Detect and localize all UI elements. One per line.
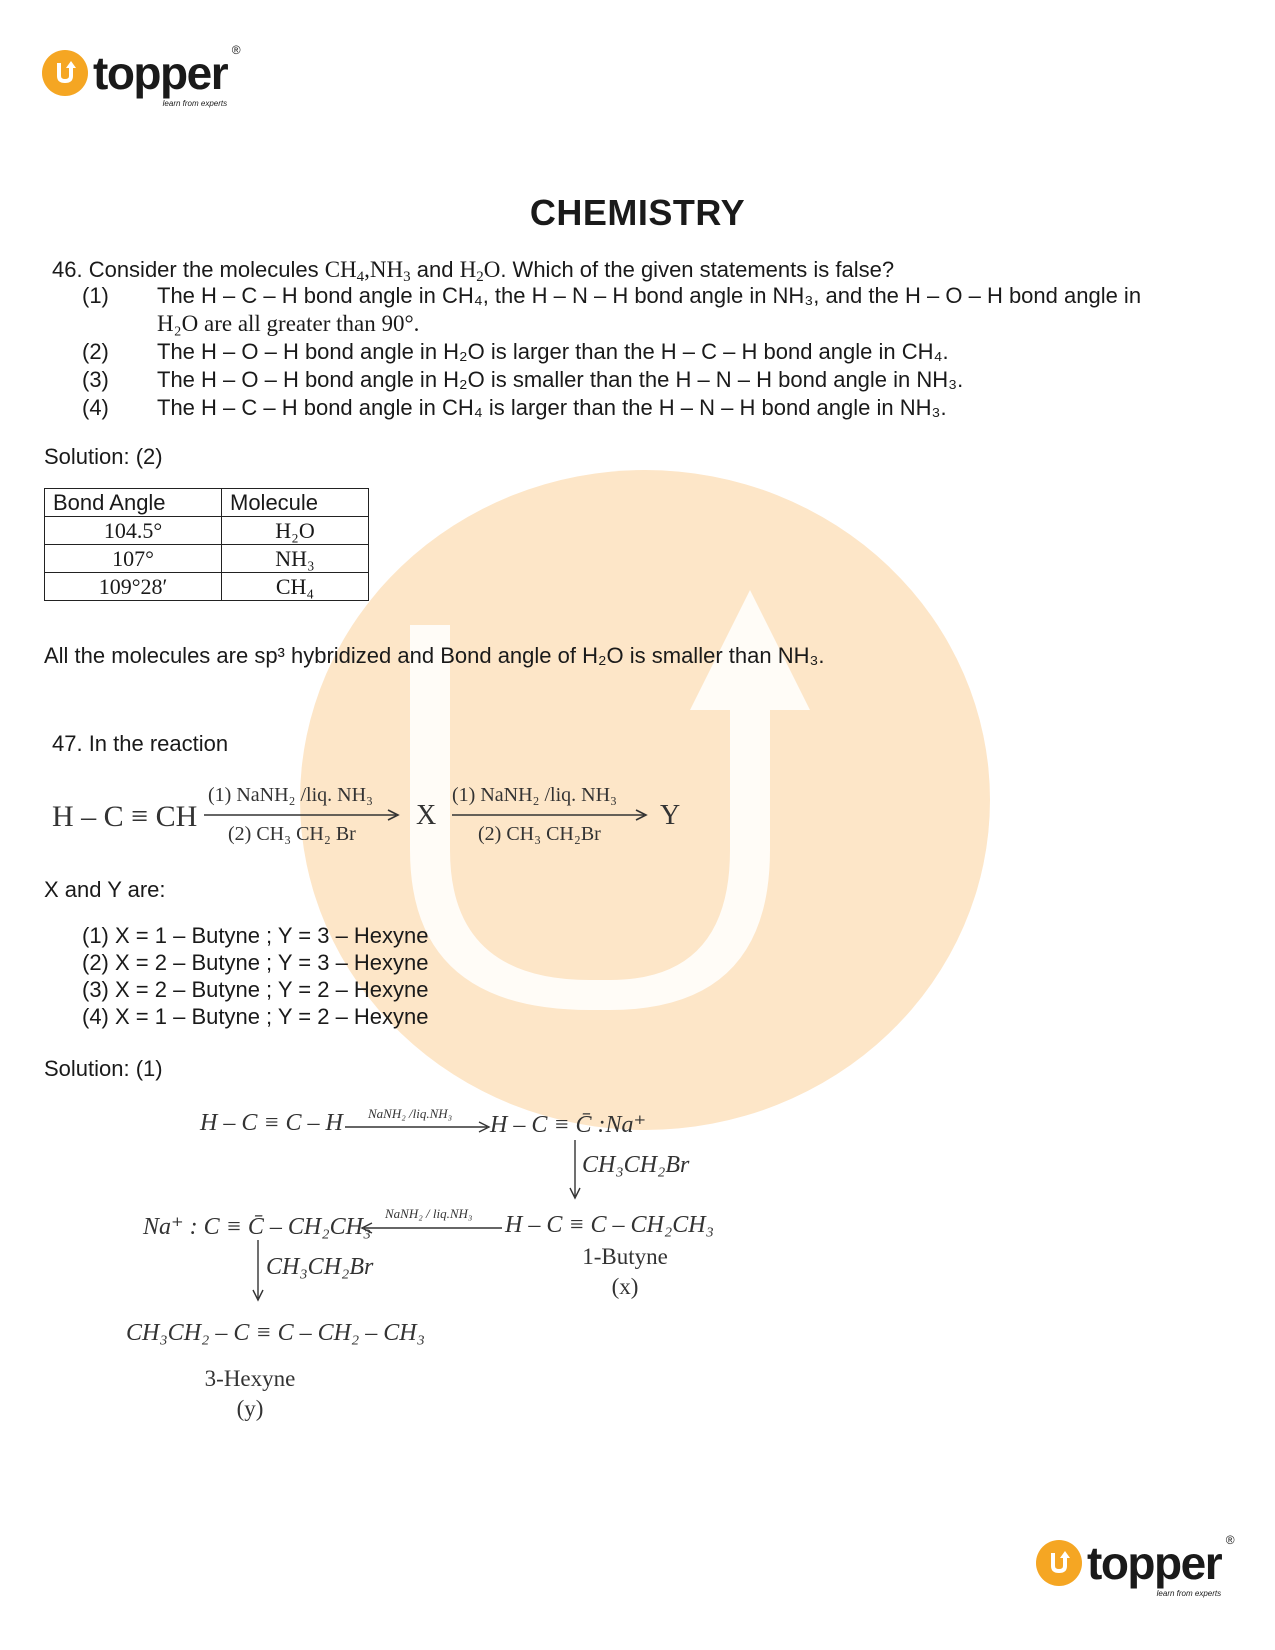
q47-option-4: (4) X = 1 – Butyne ; Y = 2 – Hexyne [82,1004,429,1029]
q46-solution: Solution: (2) [44,444,163,469]
reaction-step1-reagent: (1) NaNH₂ /liq. NH₃ [208,784,374,806]
mech-x-tag: (x) [611,1274,639,1299]
topper-logo-footer [1036,1533,1234,1598]
mech-reagent-1: NaNH₂ /liq.NH₃ [368,1106,453,1121]
q46-option-3-text: The H – O – H bond angle in H₂O is smaller than the H – N – H bond angle in NH₃. [157,367,964,392]
q46-option-1-number: (1) [82,283,109,308]
mech-acetylide: H – C ≡ C̄ :Na⁺ [490,1112,647,1138]
reaction-arrow-icon [204,808,404,822]
q47-option-2: (2) X = 2 – Butyne ; Y = 3 – Hexyne [82,950,429,975]
mech-arrow-down-icon [250,1240,266,1302]
mech-1-butyne-label: 1-Butyne [582,1244,668,1269]
mech-arrow-right-icon [345,1120,495,1134]
mech-reagent-down-2: CH₃CH₂Br [266,1254,374,1280]
q46-option-4-text: The H – C – H bond angle in CH₄ is larger than the H – N – H bond angle in NH₃. [157,395,947,420]
mech-reagent-down-1: CH₃CH₂Br [582,1152,690,1178]
mech-3-hexyne: CH₃CH₂ – C ≡ C – CH₂ – CH₃ [126,1320,425,1346]
q47-solution: Solution: (1) [44,1056,163,1081]
table-header-row [45,489,369,517]
reaction-step2-alkylation: (2) CH₃ CH₂Br [478,823,601,845]
table-row [45,545,369,573]
q47-option-1: (1) X = 1 – Butyne ; Y = 3 – Hexyne [82,923,429,948]
reaction-step2-reagent: (1) NaNH₂ /liq. NH₃ [452,784,618,806]
logo-wordmark: topper ® learn from experts [1087,1533,1234,1598]
table-row [45,573,369,601]
topper-u-icon [1036,1540,1082,1586]
q46-explanation: All the molecules are sp³ hybridized and Bond angle of H₂O is smaller than NH₃. [44,643,825,668]
table-cell: 109°28′ [45,573,222,601]
logo-wordmark: topper ® learn from experts [93,43,240,108]
mech-arrow-down-icon [567,1140,583,1200]
mech-butynide: Na⁺ : C ≡ C̄ – CH₂CH₃ [143,1214,372,1240]
mech-y-tag: (y) [236,1396,264,1421]
watermark-logo [300,470,990,1130]
q47-options [82,922,429,1030]
q47-stem: 47. In the reaction [52,731,229,756]
q47-option-3: (3) X = 2 – Butyne ; Y = 2 – Hexyne [82,977,429,1002]
q47-xy-label: X and Y are: [44,877,166,902]
page-title: CHEMISTRY [529,192,746,233]
reaction-reactant: H – C ≡ CH [52,800,198,833]
q46-option-1-text: The H – C – H bond angle in CH₄, the H – N – H bond angle in NH₃, and the H – O – H bond angle in [157,283,1142,308]
q46-option-3-number: (3) [82,367,109,392]
q46-option-2-number: (2) [82,339,109,364]
mech-reagent-2: NaNH₂ / liq.NH₃ [385,1206,473,1221]
topper-logo-header [42,43,240,108]
q46-options [0,283,1275,423]
table-row [45,517,369,545]
table-header-bond-angle: Bond Angle [45,489,222,517]
q46-stem: 46. Consider the molecules $CH_4,NH_3$ and $H_2O$. Which of the given statements is false? [52,257,895,285]
bond-angle-table [44,488,369,601]
table-cell: 104.5° [45,517,222,545]
table-cell: H₂O [222,517,369,545]
table-cell: 107° [45,545,222,573]
q46-option-2-text: The H – O – H bond angle in H₂O is larger than the H – C – H bond angle in CH₄. [157,339,949,364]
table-cell: NH₃ [222,545,369,573]
reaction-intermediate-x: X [416,800,437,831]
q46-option-4-number: (4) [82,395,109,420]
mech-1-butyne: H – C ≡ C – CH₂CH₃ [505,1212,714,1238]
topper-u-icon [42,50,88,96]
mech-3-hexyne-label: 3-Hexyne [204,1366,296,1391]
reaction-step1-alkylation: (2) CH₃ CH₂ Br [228,823,356,845]
table-header-molecule: Molecule [222,489,369,517]
table-cell: CH₄ [222,573,369,601]
mech-acetylene: H – C ≡ C – H [200,1110,343,1136]
q46-option-1-text-cont: H₂O are all greater than 90°. [157,311,420,336]
reaction-arrow-icon [452,808,652,822]
reaction-product-y: Y [660,800,681,831]
mech-arrow-left-icon [360,1221,505,1235]
